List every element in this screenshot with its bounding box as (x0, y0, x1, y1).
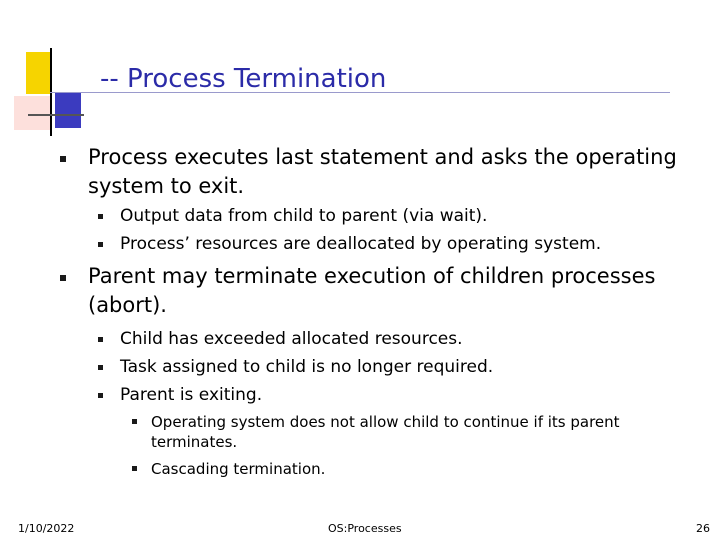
bullet-2-line-2: (abort). (88, 293, 167, 317)
sub-sub-bullet-icon (132, 419, 137, 424)
bullet-1-sub-2: Process’ resources are deallocated by operating system. (120, 234, 602, 254)
logo-blue-square (55, 92, 81, 128)
bullet-icon (60, 156, 66, 162)
slide-title: -- Process Termination (100, 64, 387, 94)
bullet-1-line-2: system to exit. (88, 174, 245, 198)
bullet-2-line-1: Parent may terminate execution of children processes (88, 264, 656, 288)
footer-date: 1/10/2022 (18, 522, 75, 535)
bullet-1-sub-1: Output data from child to parent (via wait). (120, 206, 488, 226)
logo-pink-square (14, 96, 52, 130)
logo-yellow-square (26, 52, 52, 94)
footer-page-number: 26 (696, 522, 710, 535)
sub-bullet-icon (98, 337, 103, 342)
sub-bullet-icon (98, 214, 103, 219)
bullet-2-sub-2: Task assigned to child is no longer required. (120, 357, 494, 377)
bullet-2-sub-1: Child has exceeded allocated resources. (120, 329, 463, 349)
bullet-2-subsub-2: Cascading termination. (151, 460, 326, 478)
logo-horizontal-line (28, 114, 84, 116)
sub-bullet-icon (98, 393, 103, 398)
sub-bullet-icon (98, 365, 103, 370)
bullet-2-subsub-1-line-2: terminates. (151, 433, 238, 451)
footer-center: OS:Processes (328, 522, 402, 535)
bullet-2-sub-3: Parent is exiting. (120, 385, 263, 405)
sub-sub-bullet-icon (132, 466, 137, 471)
bullet-2-subsub-1-line-1: Operating system does not allow child to continue if its parent (151, 413, 620, 431)
bullet-1-line-1: Process executes last statement and asks the operating (88, 145, 677, 169)
bullet-icon (60, 275, 66, 281)
sub-bullet-icon (98, 242, 103, 247)
